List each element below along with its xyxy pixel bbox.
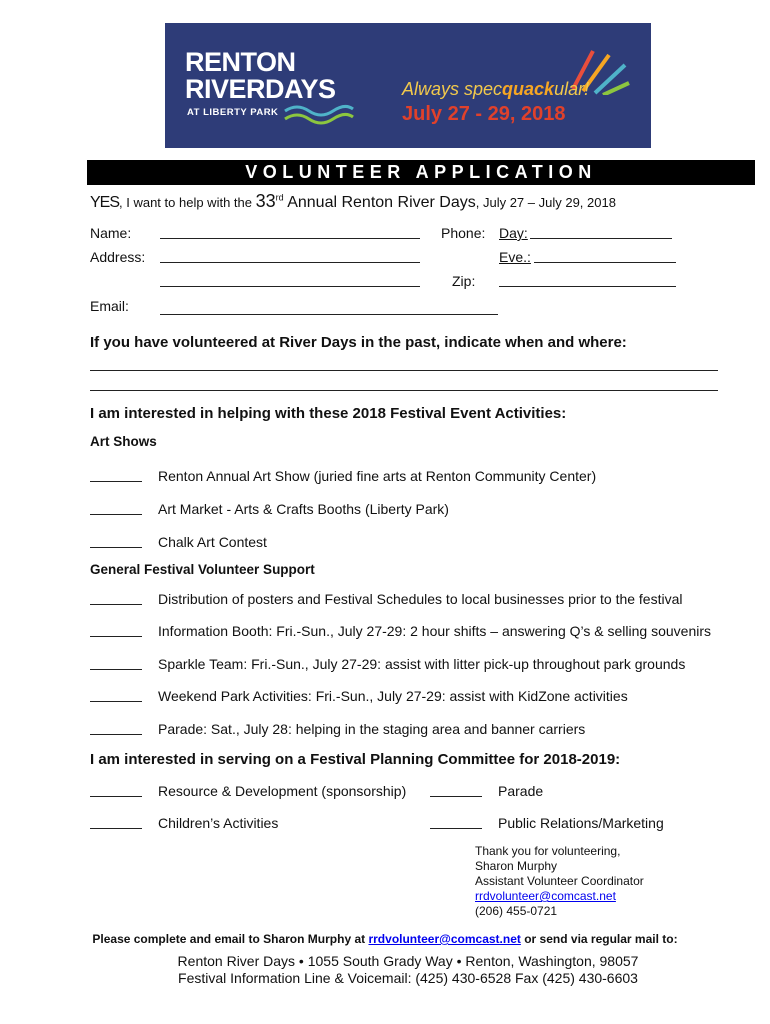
art-item: Chalk Art Contest <box>158 534 267 550</box>
zip-label: Zip: <box>452 273 476 289</box>
general-item: Weekend Park Activities: Fri.-Sun., July 27-29: assist with KidZone activities <box>158 688 628 704</box>
address-label: Address: <box>90 249 146 265</box>
address-field-line-1[interactable] <box>160 248 420 263</box>
footer-instruction-post: or send via regular mail to: <box>520 932 678 946</box>
footer-instruction-pre: Please complete and email to Sharon Murphy at <box>92 932 369 946</box>
title-bar <box>87 160 755 185</box>
art-item-blank[interactable] <box>90 500 142 515</box>
committee-item-blank[interactable] <box>90 782 142 797</box>
thanks-line: Thank you for volunteering, <box>475 844 621 858</box>
committee-item: Resource & Development (sponsorship) <box>158 783 407 799</box>
intro-line <box>90 191 616 212</box>
logo-subtitle: AT LIBERTY PARK <box>187 107 279 118</box>
intro-sup: rd <box>275 192 284 203</box>
zip-field[interactable] <box>499 272 676 287</box>
coordinator-title: Assistant Volunteer Coordinator <box>475 874 644 888</box>
mailing-address: Renton River Days • 1055 South Grady Way • Renton, Washington, 98057 <box>177 953 639 969</box>
coordinator-email-link[interactable]: rrdvolunteer@comcast.net <box>475 889 616 903</box>
general-support-heading: General Festival Volunteer Support <box>90 562 315 577</box>
coordinator-phone: (206) 455-0721 <box>475 904 558 918</box>
intro-yes: YES <box>90 194 120 211</box>
committee-item: Public Relations/Marketing <box>498 815 664 831</box>
page-title: VOLUNTEER APPLICATION <box>245 162 597 182</box>
past-answer-line-1[interactable] <box>90 356 718 371</box>
general-item-blank[interactable] <box>90 655 142 670</box>
eve-label: Eve.: <box>499 249 531 265</box>
art-item: Renton Annual Art Show (juried fine arts at Renton Community Center) <box>158 468 597 484</box>
coordinator-name: Sharon Murphy <box>475 859 558 873</box>
address-field-line-2[interactable] <box>160 272 420 287</box>
general-item-blank[interactable] <box>90 590 142 605</box>
logo-line-2: RIVERDAYS <box>185 74 336 104</box>
intro-event: Annual Renton River Days <box>283 194 476 211</box>
committee-item: Children’s Activities <box>158 815 279 831</box>
intro-number: 33 <box>255 191 276 211</box>
committee-item: Parade <box>498 783 544 799</box>
intro-pre: , I want to help with the <box>119 195 256 210</box>
art-item-blank[interactable] <box>90 533 142 548</box>
general-item-blank[interactable] <box>90 622 142 637</box>
thank-you-block <box>475 844 644 919</box>
footer-instruction <box>0 932 770 946</box>
email-label: Email: <box>90 298 129 314</box>
general-item: Sparkle Team: Fri.-Sun., July 27-29: assist with litter pick-up throughout park grounds <box>158 656 686 672</box>
committee-heading: I am interested in serving on a Festival Planning Committee for 2018-2019: <box>90 751 621 768</box>
art-shows-heading: Art Shows <box>90 434 157 449</box>
phone-label: Phone: <box>441 225 486 241</box>
general-item-blank[interactable] <box>90 687 142 702</box>
art-item-blank[interactable] <box>90 467 142 482</box>
general-item: Distribution of posters and Festival Schedules to local businesses prior to the festival <box>158 591 683 607</box>
email-field[interactable] <box>160 300 498 315</box>
event-dates: July 27 - 29, 2018 <box>402 103 566 125</box>
intro-dates: , July 27 – July 29, 2018 <box>475 195 616 210</box>
committee-item-blank[interactable] <box>430 814 482 829</box>
name-field[interactable] <box>160 224 420 239</box>
festival-contact: Festival Information Line & Voicemail: (425) 430-6528 Fax (425) 430-6603 <box>178 970 638 986</box>
past-heading: If you have volunteered at River Days in the past, indicate when and where: <box>90 334 627 351</box>
logo-line-1: RENTON <box>185 47 296 77</box>
day-label: Day: <box>499 225 528 241</box>
footer-email-link[interactable]: rrdvolunteer@comcast.net <box>368 932 521 946</box>
committee-item-blank[interactable] <box>430 782 482 797</box>
past-answer-line-2[interactable] <box>90 376 718 391</box>
general-item-blank[interactable] <box>90 720 142 735</box>
committee-item-blank[interactable] <box>90 814 142 829</box>
general-item: Information Booth: Fri.-Sun., July 27-29: 2 hour shifts – answering Q’s & selling souvenirs <box>158 623 712 639</box>
day-phone-field[interactable] <box>530 224 672 239</box>
event-logo-banner <box>165 23 651 148</box>
name-label: Name: <box>90 225 132 241</box>
tagline: Always specquackular! <box>402 79 590 99</box>
general-item: Parade: Sat., July 28: helping in the staging area and banner carriers <box>158 721 586 737</box>
art-item: Art Market - Arts & Crafts Booths (Liberty Park) <box>158 501 449 517</box>
activities-heading: I am interested in helping with these 2018 Festival Event Activities: <box>90 405 567 422</box>
eve-phone-field[interactable] <box>534 248 676 263</box>
wave-icon <box>283 103 355 125</box>
